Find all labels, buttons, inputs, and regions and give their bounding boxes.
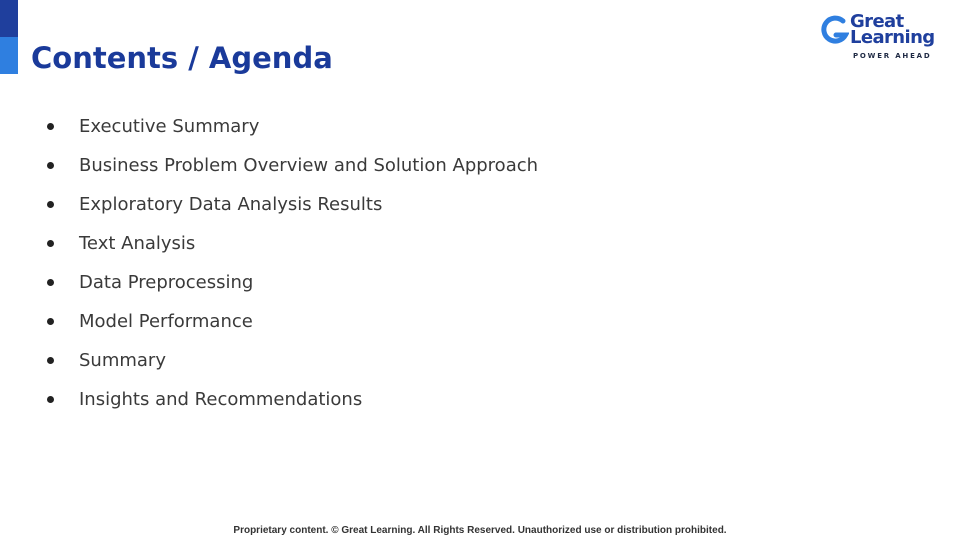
accent-bar-dark [0,0,18,37]
bullet-icon [47,162,54,169]
bullet-icon [47,240,54,247]
agenda-item-label: Business Problem Overview and Solution Approach [79,155,539,176]
great-learning-logo [821,12,939,64]
agenda-item-label: Text Analysis [79,233,196,254]
bullet-icon [47,318,54,325]
agenda-item-label: Executive Summary [79,116,260,137]
logo-word-learning: Learning [850,27,935,48]
great-learning-g-icon [821,14,849,48]
agenda-item-label: Summary [79,350,166,371]
bullet-icon [47,123,54,130]
accent-bar-light [0,37,18,74]
copyright-footer: Proprietary content. © Great Learning. All Rights Reserved. Unauthorized use or distribution prohibited. [233,525,727,536]
agenda-item-label: Data Preprocessing [79,272,254,293]
agenda-item-label: Model Performance [79,311,253,332]
agenda-item-label: Insights and Recommendations [79,389,363,410]
bullet-icon [47,201,54,208]
logo-word-great: Great [850,11,904,32]
bullet-icon [47,396,54,403]
logo-tagline: POWER AHEAD [853,52,932,60]
bullet-icon [47,357,54,364]
bullet-icon [47,279,54,286]
agenda-item-label: Exploratory Data Analysis Results [79,194,383,215]
slide-title: Contents / Agenda [31,41,333,75]
